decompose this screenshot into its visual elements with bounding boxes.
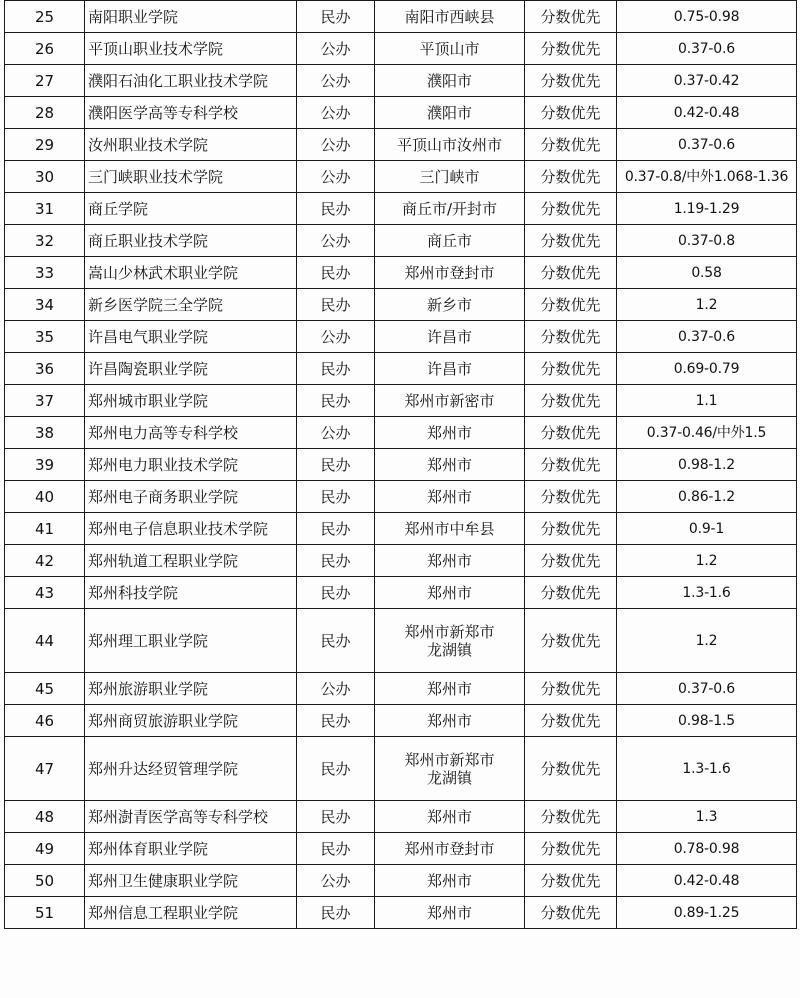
admission-ratio: 0.98-1.5 bbox=[617, 705, 797, 737]
school-type: 民办 bbox=[297, 257, 375, 289]
admission-method: 分数优先 bbox=[525, 321, 617, 353]
table-row bbox=[5, 193, 797, 225]
school-type: 公办 bbox=[297, 65, 375, 97]
school-type: 公办 bbox=[297, 161, 375, 193]
admission-method: 分数优先 bbox=[525, 737, 617, 801]
admission-method: 分数优先 bbox=[525, 417, 617, 449]
school-type: 公办 bbox=[297, 321, 375, 353]
row-number: 48 bbox=[5, 801, 85, 833]
table-row bbox=[5, 481, 797, 513]
admission-ratio: 0.37-0.42 bbox=[617, 65, 797, 97]
row-number: 50 bbox=[5, 865, 85, 897]
admission-ratio: 1.19-1.29 bbox=[617, 193, 797, 225]
school-location: 平顶山市 bbox=[375, 33, 525, 65]
school-location: 商丘市/开封市 bbox=[375, 193, 525, 225]
school-type: 民办 bbox=[297, 193, 375, 225]
table-row bbox=[5, 705, 797, 737]
admission-method: 分数优先 bbox=[525, 97, 617, 129]
school-name: 濮阳医学高等专科学校 bbox=[85, 97, 297, 129]
admission-ratio: 0.58 bbox=[617, 257, 797, 289]
school-location: 郑州市新郑市 龙湖镇 bbox=[375, 737, 525, 801]
school-location: 许昌市 bbox=[375, 321, 525, 353]
school-name: 商丘学院 bbox=[85, 193, 297, 225]
school-name: 新乡医学院三全学院 bbox=[85, 289, 297, 321]
school-location: 郑州市 bbox=[375, 705, 525, 737]
table-row bbox=[5, 257, 797, 289]
school-name: 郑州电子商务职业学院 bbox=[85, 481, 297, 513]
school-location: 郑州市 bbox=[375, 481, 525, 513]
row-number: 44 bbox=[5, 609, 85, 673]
admission-method: 分数优先 bbox=[525, 353, 617, 385]
admission-method: 分数优先 bbox=[525, 673, 617, 705]
admission-method: 分数优先 bbox=[525, 705, 617, 737]
table-body bbox=[5, 1, 797, 929]
school-location: 南阳市西峡县 bbox=[375, 1, 525, 33]
school-name: 郑州信息工程职业学院 bbox=[85, 897, 297, 929]
admission-ratio: 0.37-0.6 bbox=[617, 673, 797, 705]
row-number: 26 bbox=[5, 33, 85, 65]
admission-ratio: 1.1 bbox=[617, 385, 797, 417]
school-type: 民办 bbox=[297, 449, 375, 481]
admission-ratio: 1.3 bbox=[617, 801, 797, 833]
school-name: 郑州升达经贸管理学院 bbox=[85, 737, 297, 801]
school-type: 公办 bbox=[297, 33, 375, 65]
table-row bbox=[5, 129, 797, 161]
admission-ratio: 1.2 bbox=[617, 289, 797, 321]
admission-method: 分数优先 bbox=[525, 897, 617, 929]
row-number: 25 bbox=[5, 1, 85, 33]
table-row bbox=[5, 225, 797, 257]
school-location: 郑州市 bbox=[375, 673, 525, 705]
table-row bbox=[5, 673, 797, 705]
school-name: 郑州澍青医学高等专科学校 bbox=[85, 801, 297, 833]
row-number: 31 bbox=[5, 193, 85, 225]
school-name: 郑州科技学院 bbox=[85, 577, 297, 609]
admission-ratio: 0.37-0.46/中外1.5 bbox=[617, 417, 797, 449]
admission-method: 分数优先 bbox=[525, 481, 617, 513]
row-number: 40 bbox=[5, 481, 85, 513]
school-type: 民办 bbox=[297, 289, 375, 321]
admission-ratio: 0.42-0.48 bbox=[617, 97, 797, 129]
school-type: 民办 bbox=[297, 705, 375, 737]
admission-ratio: 0.37-0.6 bbox=[617, 33, 797, 65]
school-name: 郑州理工职业学院 bbox=[85, 609, 297, 673]
admission-method: 分数优先 bbox=[525, 257, 617, 289]
school-name: 郑州商贸旅游职业学院 bbox=[85, 705, 297, 737]
table-row bbox=[5, 353, 797, 385]
admission-method: 分数优先 bbox=[525, 385, 617, 417]
admission-method: 分数优先 bbox=[525, 193, 617, 225]
school-type: 民办 bbox=[297, 481, 375, 513]
school-location: 商丘市 bbox=[375, 225, 525, 257]
school-name: 汝州职业技术学院 bbox=[85, 129, 297, 161]
row-number: 30 bbox=[5, 161, 85, 193]
admission-ratio: 0.37-0.8/中外1.068-1.36 bbox=[617, 161, 797, 193]
school-location: 新乡市 bbox=[375, 289, 525, 321]
admission-method: 分数优先 bbox=[525, 1, 617, 33]
admission-method: 分数优先 bbox=[525, 129, 617, 161]
school-name: 郑州轨道工程职业学院 bbox=[85, 545, 297, 577]
school-location: 濮阳市 bbox=[375, 65, 525, 97]
table-row bbox=[5, 449, 797, 481]
school-name: 郑州电子信息职业技术学院 bbox=[85, 513, 297, 545]
school-location: 郑州市 bbox=[375, 577, 525, 609]
school-type: 公办 bbox=[297, 225, 375, 257]
school-type: 民办 bbox=[297, 385, 375, 417]
school-location: 郑州市 bbox=[375, 417, 525, 449]
row-number: 42 bbox=[5, 545, 85, 577]
schools-table bbox=[4, 0, 797, 929]
school-name: 郑州电力职业技术学院 bbox=[85, 449, 297, 481]
row-number: 51 bbox=[5, 897, 85, 929]
admission-method: 分数优先 bbox=[525, 65, 617, 97]
row-number: 33 bbox=[5, 257, 85, 289]
table-row bbox=[5, 161, 797, 193]
school-type: 民办 bbox=[297, 577, 375, 609]
school-location: 郑州市新密市 bbox=[375, 385, 525, 417]
admission-ratio: 0.69-0.79 bbox=[617, 353, 797, 385]
table-row bbox=[5, 1, 797, 33]
school-type: 公办 bbox=[297, 865, 375, 897]
table-row bbox=[5, 289, 797, 321]
row-number: 34 bbox=[5, 289, 85, 321]
school-location: 濮阳市 bbox=[375, 97, 525, 129]
school-type: 公办 bbox=[297, 97, 375, 129]
row-number: 32 bbox=[5, 225, 85, 257]
school-location: 许昌市 bbox=[375, 353, 525, 385]
school-location: 三门峡市 bbox=[375, 161, 525, 193]
school-name: 三门峡职业技术学院 bbox=[85, 161, 297, 193]
admission-ratio: 0.42-0.48 bbox=[617, 865, 797, 897]
table-row bbox=[5, 385, 797, 417]
row-number: 36 bbox=[5, 353, 85, 385]
school-name: 南阳职业学院 bbox=[85, 1, 297, 33]
table-row bbox=[5, 417, 797, 449]
school-type: 民办 bbox=[297, 353, 375, 385]
admission-method: 分数优先 bbox=[525, 801, 617, 833]
admission-ratio: 1.2 bbox=[617, 609, 797, 673]
school-name: 许昌电气职业学院 bbox=[85, 321, 297, 353]
school-name: 郑州城市职业学院 bbox=[85, 385, 297, 417]
admission-method: 分数优先 bbox=[525, 545, 617, 577]
row-number: 47 bbox=[5, 737, 85, 801]
admission-method: 分数优先 bbox=[525, 609, 617, 673]
admission-ratio: 0.78-0.98 bbox=[617, 833, 797, 865]
row-number: 39 bbox=[5, 449, 85, 481]
admission-ratio: 0.98-1.2 bbox=[617, 449, 797, 481]
table-row bbox=[5, 865, 797, 897]
school-type: 民办 bbox=[297, 1, 375, 33]
school-location: 郑州市登封市 bbox=[375, 833, 525, 865]
school-location: 郑州市中牟县 bbox=[375, 513, 525, 545]
school-location: 郑州市登封市 bbox=[375, 257, 525, 289]
school-name: 濮阳石油化工职业技术学院 bbox=[85, 65, 297, 97]
school-name: 郑州电力高等专科学校 bbox=[85, 417, 297, 449]
school-type: 民办 bbox=[297, 545, 375, 577]
school-location: 平顶山市汝州市 bbox=[375, 129, 525, 161]
admission-ratio: 0.37-0.6 bbox=[617, 129, 797, 161]
school-location: 郑州市 bbox=[375, 865, 525, 897]
school-type: 公办 bbox=[297, 129, 375, 161]
table-row bbox=[5, 833, 797, 865]
table-row bbox=[5, 577, 797, 609]
school-type: 民办 bbox=[297, 609, 375, 673]
table-row bbox=[5, 97, 797, 129]
row-number: 41 bbox=[5, 513, 85, 545]
admission-ratio: 1.3-1.6 bbox=[617, 577, 797, 609]
table-row bbox=[5, 737, 797, 801]
admission-method: 分数优先 bbox=[525, 449, 617, 481]
admission-ratio: 0.37-0.8 bbox=[617, 225, 797, 257]
row-number: 46 bbox=[5, 705, 85, 737]
admission-method: 分数优先 bbox=[525, 577, 617, 609]
school-location: 郑州市 bbox=[375, 449, 525, 481]
admission-ratio: 0.9-1 bbox=[617, 513, 797, 545]
row-number: 37 bbox=[5, 385, 85, 417]
school-name: 郑州旅游职业学院 bbox=[85, 673, 297, 705]
school-type: 民办 bbox=[297, 833, 375, 865]
school-name: 许昌陶瓷职业学院 bbox=[85, 353, 297, 385]
row-number: 28 bbox=[5, 97, 85, 129]
row-number: 43 bbox=[5, 577, 85, 609]
table-row bbox=[5, 321, 797, 353]
admission-method: 分数优先 bbox=[525, 161, 617, 193]
table-row bbox=[5, 897, 797, 929]
school-name: 郑州体育职业学院 bbox=[85, 833, 297, 865]
row-number: 45 bbox=[5, 673, 85, 705]
row-number: 27 bbox=[5, 65, 85, 97]
table-row bbox=[5, 545, 797, 577]
admission-method: 分数优先 bbox=[525, 225, 617, 257]
admission-method: 分数优先 bbox=[525, 289, 617, 321]
row-number: 35 bbox=[5, 321, 85, 353]
school-type: 公办 bbox=[297, 417, 375, 449]
admission-ratio: 0.37-0.6 bbox=[617, 321, 797, 353]
row-number: 29 bbox=[5, 129, 85, 161]
school-type: 公办 bbox=[297, 673, 375, 705]
table-row bbox=[5, 609, 797, 673]
school-name: 嵩山少林武术职业学院 bbox=[85, 257, 297, 289]
row-number: 49 bbox=[5, 833, 85, 865]
table-row bbox=[5, 513, 797, 545]
school-type: 民办 bbox=[297, 801, 375, 833]
table-row bbox=[5, 33, 797, 65]
admission-method: 分数优先 bbox=[525, 33, 617, 65]
school-name: 商丘职业技术学院 bbox=[85, 225, 297, 257]
table-row bbox=[5, 801, 797, 833]
admission-method: 分数优先 bbox=[525, 865, 617, 897]
admission-method: 分数优先 bbox=[525, 833, 617, 865]
school-type: 民办 bbox=[297, 897, 375, 929]
school-name: 郑州卫生健康职业学院 bbox=[85, 865, 297, 897]
school-location: 郑州市 bbox=[375, 801, 525, 833]
admission-ratio: 0.75-0.98 bbox=[617, 1, 797, 33]
table-row bbox=[5, 65, 797, 97]
admission-ratio: 0.89-1.25 bbox=[617, 897, 797, 929]
admission-ratio: 0.86-1.2 bbox=[617, 481, 797, 513]
school-location: 郑州市 bbox=[375, 897, 525, 929]
school-name: 平顶山职业技术学院 bbox=[85, 33, 297, 65]
admission-ratio: 1.3-1.6 bbox=[617, 737, 797, 801]
admission-ratio: 1.2 bbox=[617, 545, 797, 577]
school-type: 民办 bbox=[297, 737, 375, 801]
school-location: 郑州市 bbox=[375, 545, 525, 577]
school-location: 郑州市新郑市 龙湖镇 bbox=[375, 609, 525, 673]
admission-method: 分数优先 bbox=[525, 513, 617, 545]
school-type: 民办 bbox=[297, 513, 375, 545]
row-number: 38 bbox=[5, 417, 85, 449]
